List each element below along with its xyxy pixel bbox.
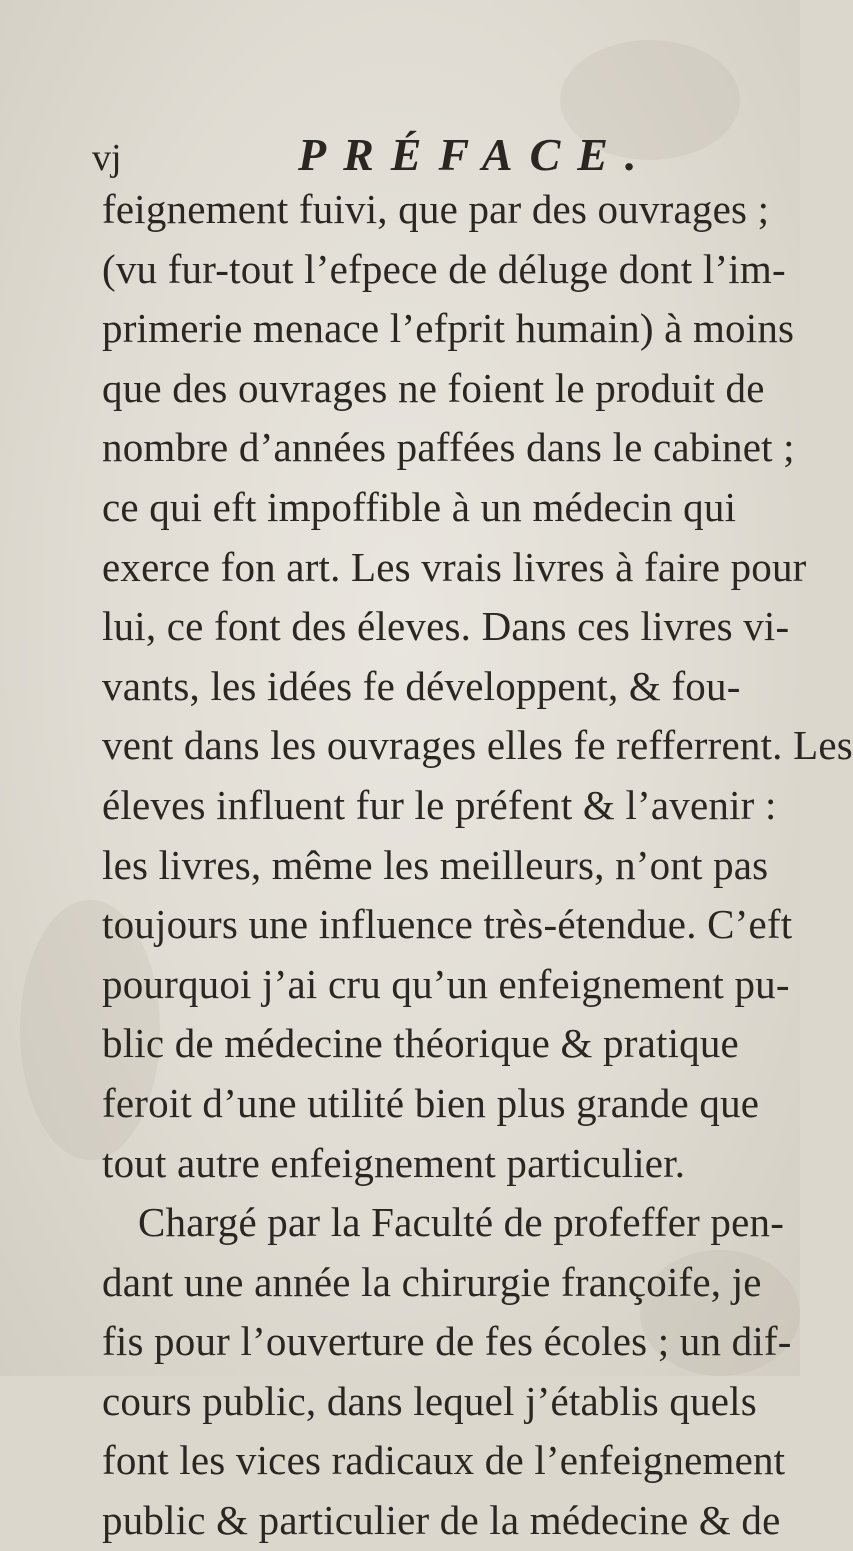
text-line: exerce fon art. Les vrais livres à faire pour — [102, 543, 807, 590]
text-line: primerie menace l’efprit humain) à moins — [102, 305, 795, 352]
text-line: feroit d’une utilité bien plus grande que — [102, 1079, 760, 1126]
text-line: toujours une influence très-étendue. C’eft — [102, 901, 793, 948]
page-number: vj — [92, 137, 122, 179]
text-line: que des ouvrages ne foient le produit de — [102, 364, 765, 411]
text-line: les livres, même les meilleurs, n’ont pas — [102, 841, 769, 888]
text-line: lui, ce font des éleves. Dans ces livres vi- — [102, 603, 790, 650]
text-line: (vu fur-tout l’efpece de déluge dont l’im- — [102, 245, 786, 292]
text-line: feignement fuivi, que par des ouvrages ; — [102, 186, 770, 232]
text-line: pourquoi j’ai cru qu’un enfeignement pu- — [102, 960, 790, 1007]
text-line: fis pour l’ouverture de fes écoles ; un dif- — [102, 1318, 792, 1365]
running-title: PRÉFACE. — [298, 129, 654, 180]
text-line: dant une année la chirurgie françoife, je — [102, 1258, 762, 1305]
page-header — [92, 128, 732, 188]
text-line: public & particulier de la médecine & de — [102, 1497, 781, 1544]
body-text — [102, 180, 853, 1551]
text-line: vants, les idées fe développent, & fou- — [102, 662, 741, 709]
text-line: éleves influent fur le préfent & l’avenir : — [102, 781, 777, 828]
text-line: vent dans les ouvrages elles fe refferrent. Les — [102, 722, 853, 769]
paragraph-start-line: Chargé par la Faculté de profeffer pen- — [138, 1199, 785, 1246]
text-line: tout autre enfeignement particulier. — [102, 1139, 686, 1186]
text-line: ce qui eft impoffible à un médecin qui — [102, 483, 737, 530]
text-line: blic de médecine théorique & pratique — [102, 1020, 739, 1067]
text-line: font les vices radicaux de l’enfeignement — [102, 1437, 786, 1484]
text-line: cours public, dans lequel j’établis quels — [102, 1377, 757, 1424]
text-line: nombre d’années paffées dans le cabinet ; — [102, 424, 795, 471]
